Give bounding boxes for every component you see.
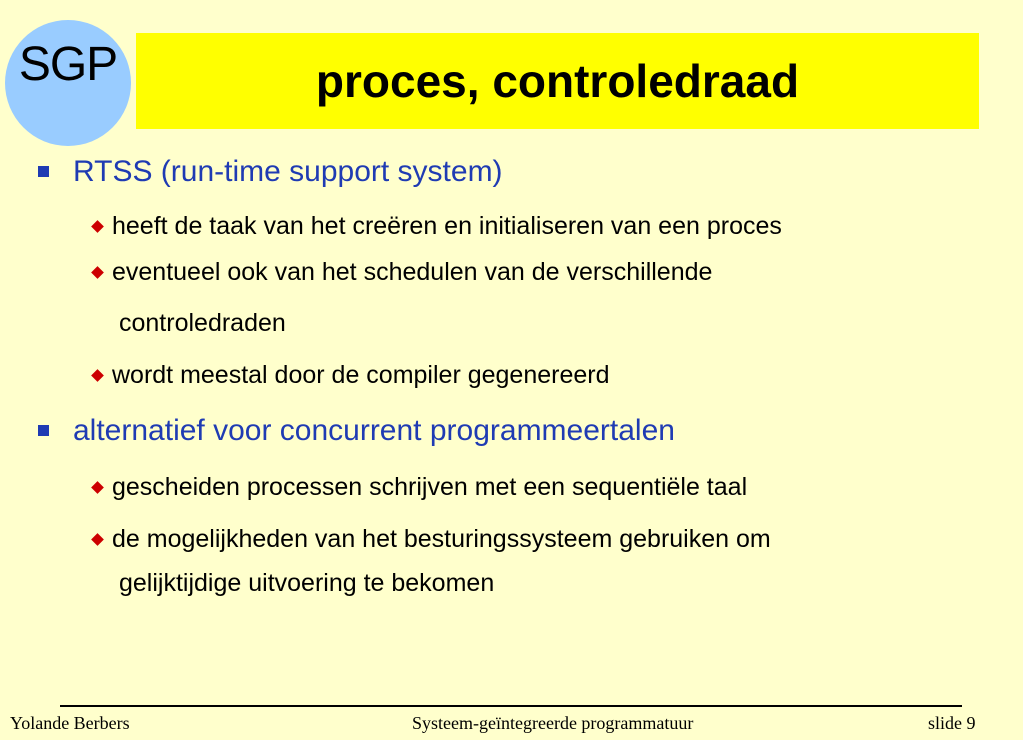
bullet-level2 bbox=[90, 209, 990, 244]
diamond-bullet-icon bbox=[91, 266, 104, 279]
footer-course: Systeem-geïntegreerde programmatuur bbox=[412, 713, 694, 733]
bullet-text: de mogelijkheden van het besturingssysteem gebruiken om bbox=[112, 525, 771, 553]
title-banner bbox=[136, 33, 979, 129]
square-bullet-icon bbox=[38, 425, 49, 436]
diamond-bullet-icon bbox=[91, 533, 104, 546]
bullet-continuation bbox=[90, 306, 990, 341]
square-bullet-icon bbox=[38, 166, 49, 177]
footer-slide-number: slide 9 bbox=[928, 713, 976, 733]
bullet-text: eventueel ook van het schedulen van de verschillende bbox=[112, 258, 713, 286]
bullet-level1 bbox=[38, 155, 503, 189]
bullet-level2 bbox=[90, 522, 990, 557]
bullet-text: heeft de taak van het creëren en initialiseren van een proces bbox=[112, 212, 782, 240]
bullet-level2 bbox=[90, 248, 990, 297]
diamond-bullet-icon bbox=[91, 481, 104, 494]
bullet-level2 bbox=[90, 358, 990, 393]
bullet-text: wordt meestal door de compiler gegenereerd bbox=[112, 361, 610, 389]
footer-divider bbox=[60, 705, 962, 707]
footer-author: Yolande Berbers bbox=[10, 713, 130, 733]
diamond-bullet-icon bbox=[91, 220, 104, 233]
section-heading: RTSS (run-time support system) bbox=[73, 155, 503, 188]
bullet-text-continued: controledraden bbox=[119, 309, 286, 337]
bullet-text-continued: gelijktijdige uitvoering te bekomen bbox=[119, 569, 495, 597]
section-heading: alternatief voor concurrent programmeertalen bbox=[73, 414, 675, 447]
bullet-level1 bbox=[38, 414, 675, 448]
bullet-level2 bbox=[90, 470, 990, 505]
page-title: proces, controledraad bbox=[315, 55, 800, 107]
diamond-bullet-icon bbox=[91, 369, 104, 382]
bullet-text: gescheiden processen schrijven met een sequentiële taal bbox=[112, 473, 748, 501]
sgp-logo-text: SGP bbox=[18, 38, 118, 91]
bullet-continuation bbox=[90, 566, 990, 601]
